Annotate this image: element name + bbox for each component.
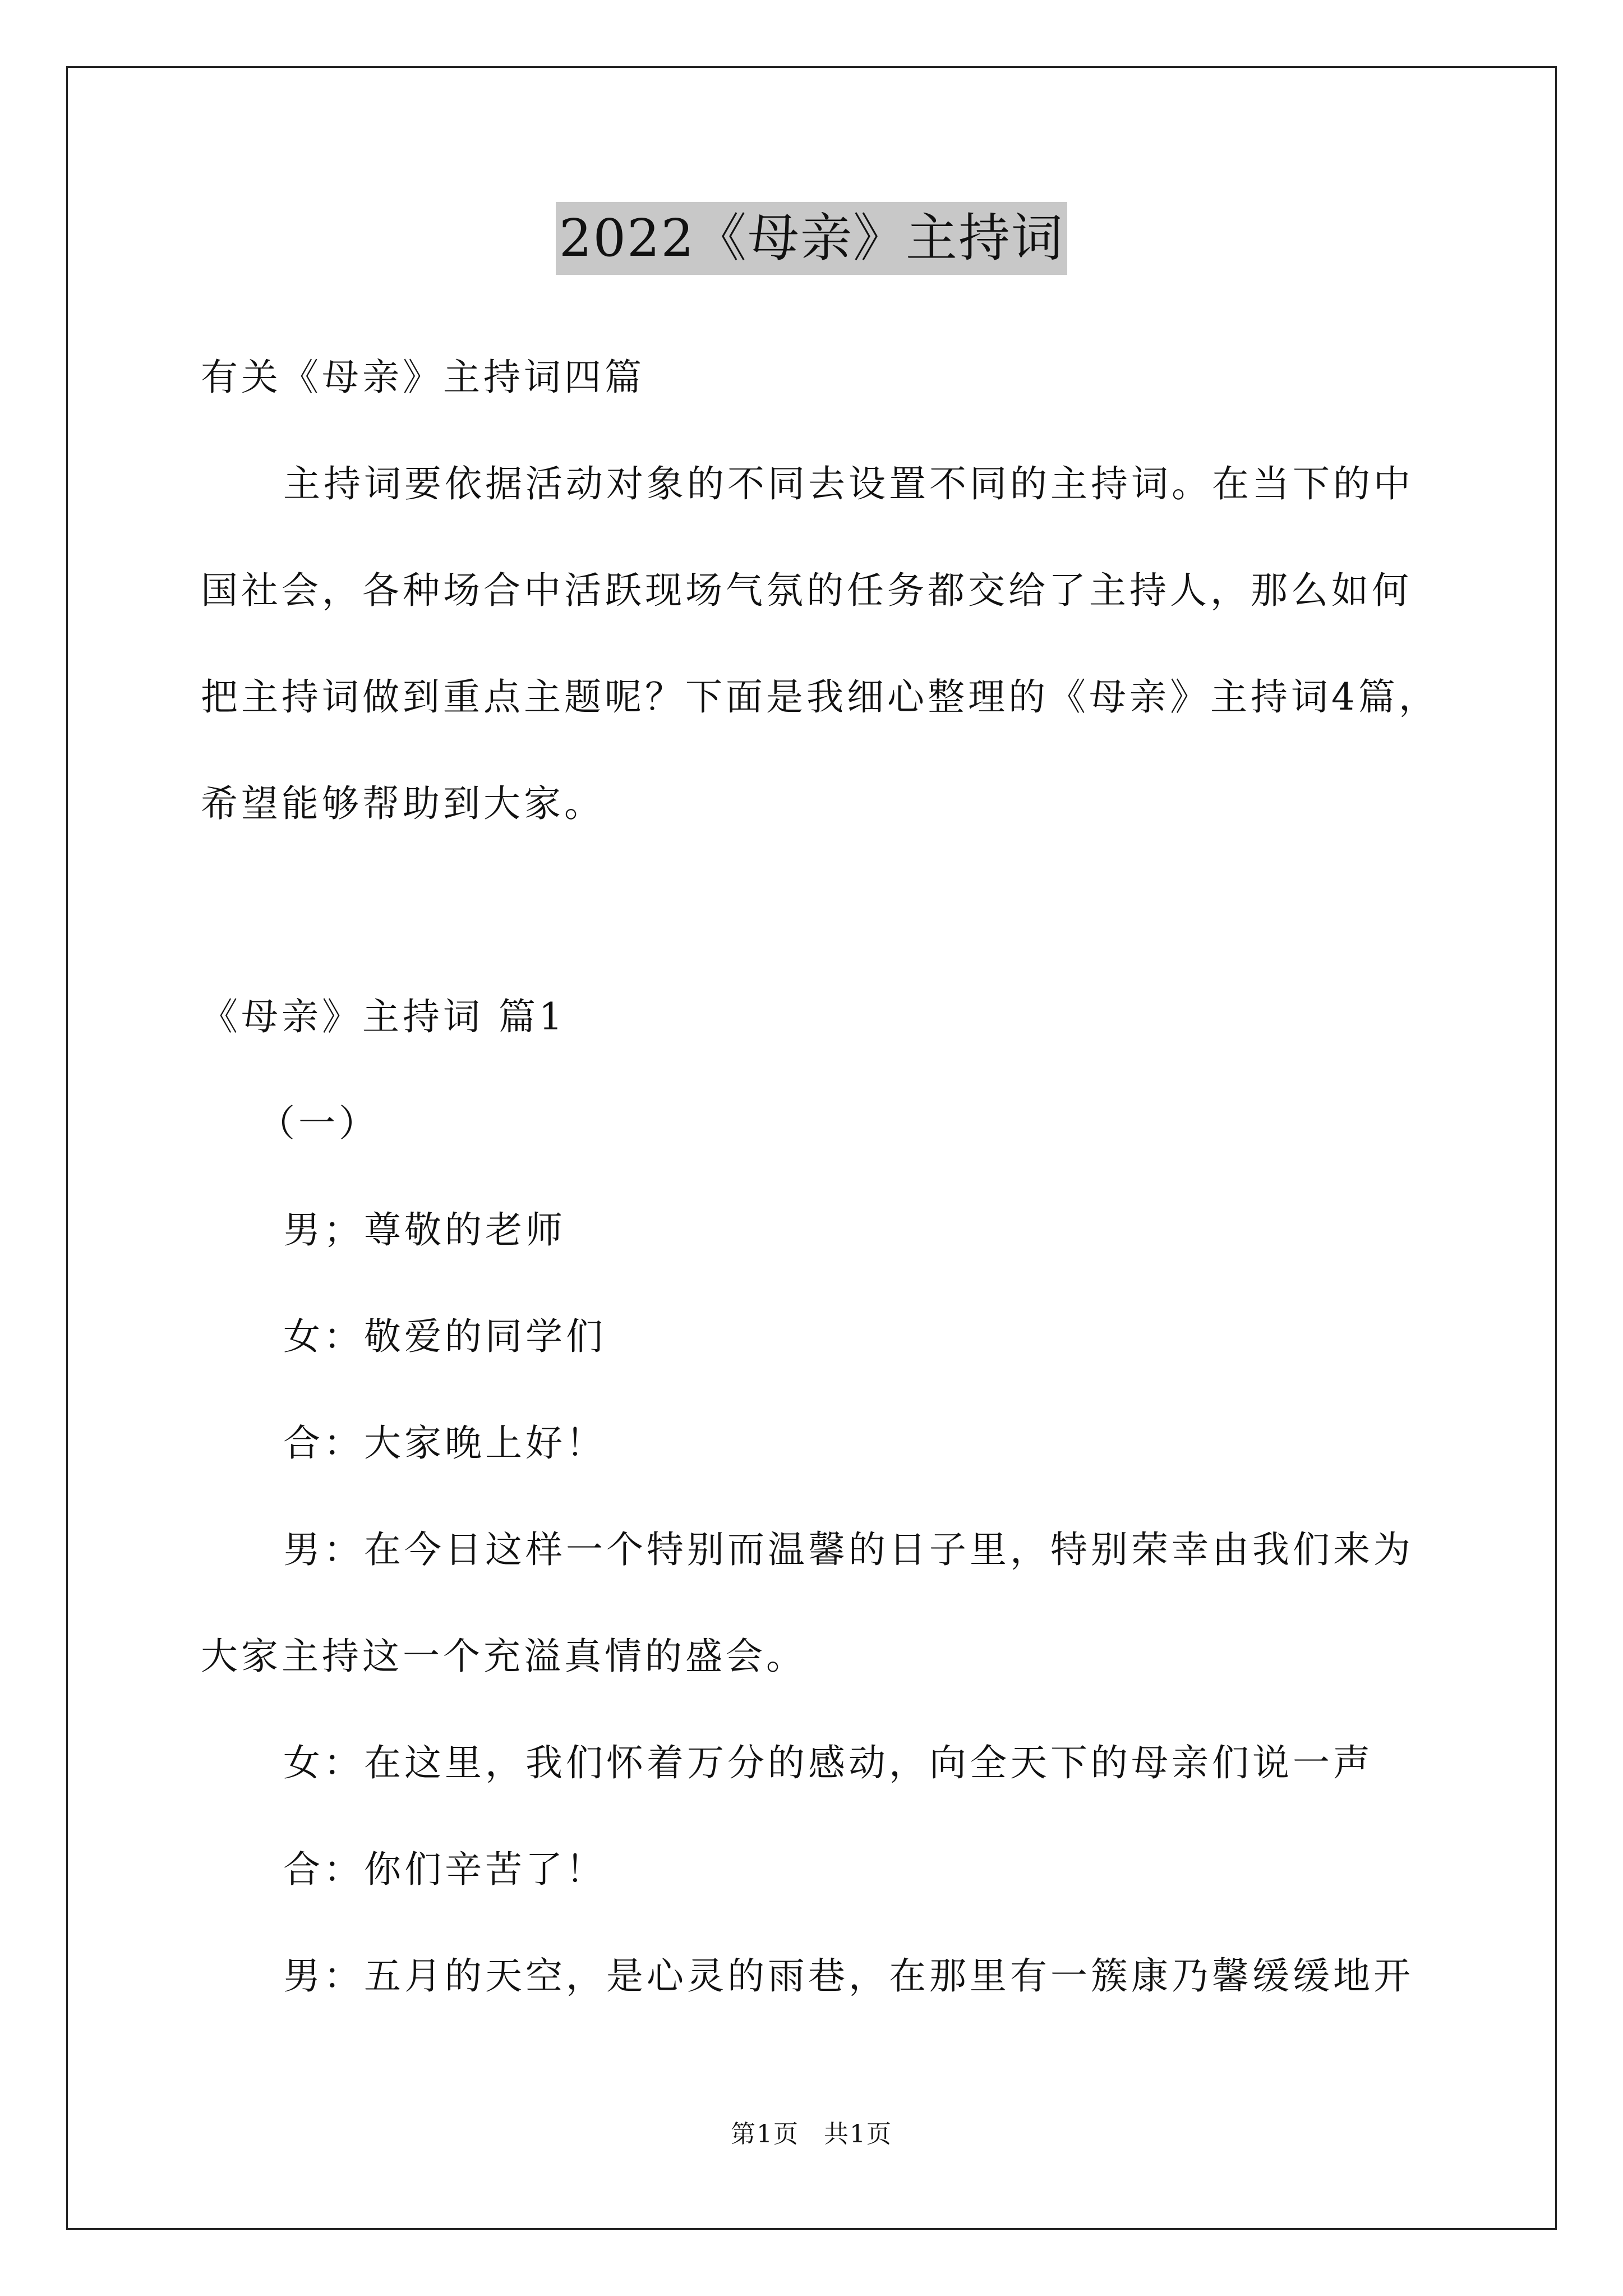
page-total: 共1页 — [824, 2120, 892, 2148]
document-title: 2022《母亲》主持词 — [556, 202, 1067, 275]
paragraph-line: 男；尊敬的老师 — [283, 1208, 566, 1251]
paragraph-line: 男：在今日这样一个特别而温馨的日子里，特别荣幸由我们来为 — [283, 1528, 1414, 1571]
paragraph-line: 希望能够帮助到大家。 — [201, 782, 605, 825]
page-footer — [0, 2118, 1623, 2151]
page-number: 第1页 — [731, 2120, 799, 2148]
part-marker: （一） — [258, 1102, 379, 1145]
paragraph-line: 女：在这里，我们怀着万分的感动，向全天下的母亲们说一声 — [283, 1741, 1373, 1784]
paragraph-line: 大家主持这一个充溢真情的盛会。 — [201, 1635, 806, 1678]
subtitle-line: 有关《母亲》主持词四篇 — [201, 356, 645, 399]
paragraph-line: 合：你们辛苦了！ — [283, 1848, 606, 1891]
section-heading: 《母亲》主持词 篇1 — [201, 995, 566, 1038]
paragraph-line: 女：敬爱的同学们 — [283, 1315, 606, 1358]
paragraph-line: 男：五月的天空，是心灵的雨巷，在那里有一簇康乃馨缓缓地开 — [283, 1954, 1414, 1998]
paragraph-line: 主持词要依据活动对象的不同去设置不同的主持词。在当下的中 — [283, 462, 1414, 505]
paragraph-line: 合：大家晚上好！ — [283, 1421, 606, 1465]
paragraph-line: 国社会，各种场合中活跃现场气氛的任务都交给了主持人，那么如何 — [201, 569, 1412, 612]
title-container — [0, 202, 1623, 275]
paragraph-line: 把主持词做到重点主题呢？下面是我细心整理的《母亲》主持词4篇， — [201, 675, 1439, 719]
